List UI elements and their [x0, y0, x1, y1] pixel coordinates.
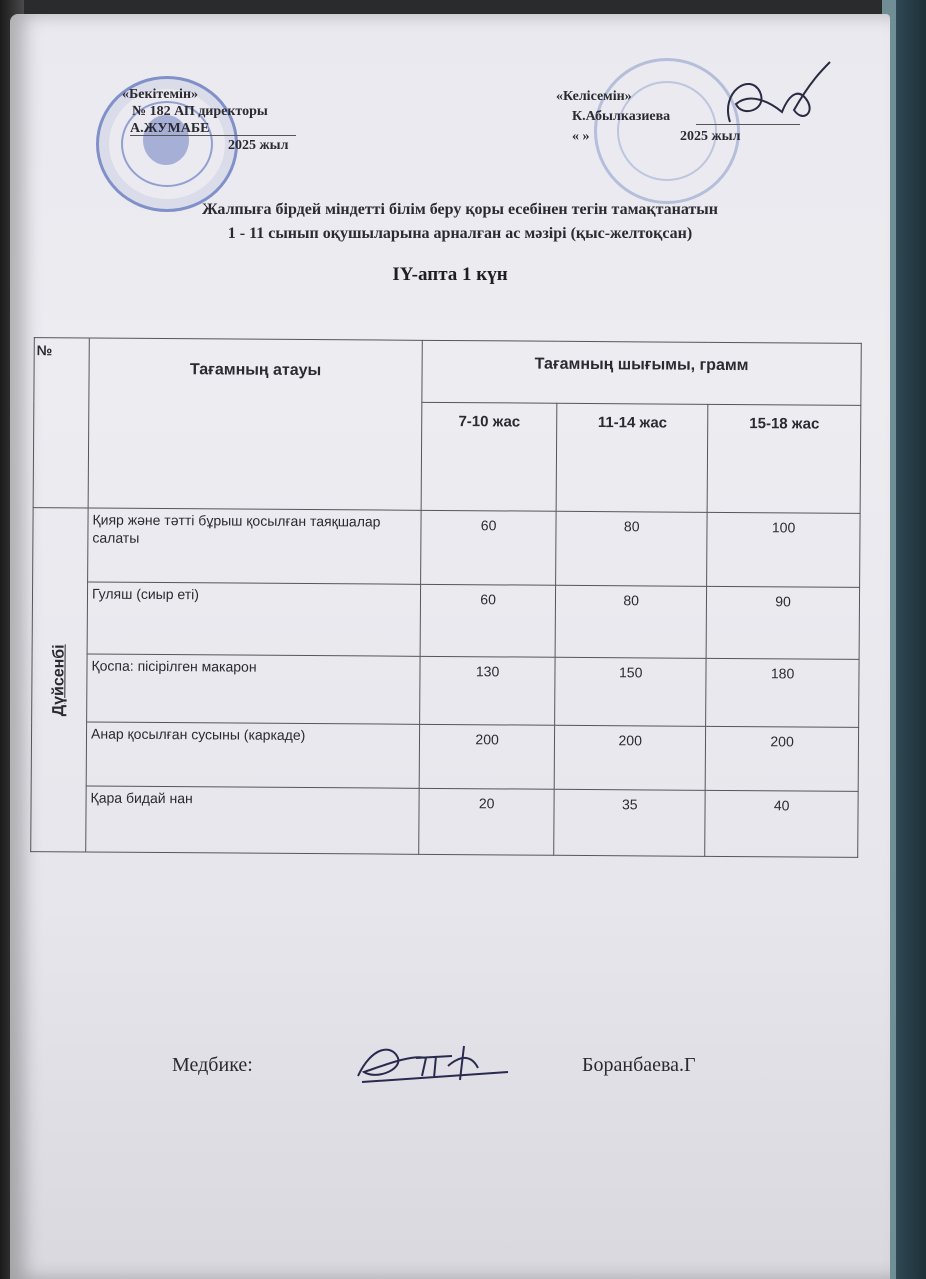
director-title: № 182 АП директоры [132, 104, 268, 119]
dish-name: Қара бидай нан [86, 786, 419, 854]
yield-value: 60 [421, 510, 557, 585]
age-group-header: 7-10 жас [421, 402, 557, 511]
yield-value: 100 [707, 512, 860, 587]
yield-value: 35 [554, 789, 705, 856]
yield-value: 150 [555, 657, 706, 726]
number-column-header: № [33, 338, 89, 508]
agree-signature [690, 52, 840, 142]
document-title-line2: 1 - 11 сынып оқушыларына арналған ас мәзірі (қыс-желтоқсан) [227, 225, 693, 242]
table-row [32, 654, 859, 728]
agree-date-quotes: « » [572, 129, 590, 144]
dish-name: Қияр және тәтті бұрыш қосылған таяқшалар салаты [88, 508, 422, 584]
yield-value: 200 [554, 725, 705, 790]
yield-value: 90 [706, 586, 859, 659]
yield-value: 80 [556, 511, 707, 586]
table-row [31, 722, 858, 792]
table-row [33, 508, 860, 588]
age-group-header: 15-18 жас [707, 404, 861, 513]
dish-name-column-header: Тағамның атауы [88, 338, 422, 510]
director-name: А.ЖУМАБЕ [130, 121, 210, 136]
yield-value: 180 [706, 658, 859, 727]
dish-name: Гуляш (сиыр еті) [87, 582, 420, 656]
yield-value: 60 [420, 584, 556, 657]
menu-table [30, 337, 862, 858]
nurse-label: Медбике: [172, 1054, 253, 1076]
yield-value: 80 [555, 585, 706, 658]
yield-value: 200 [419, 724, 555, 789]
approve-label: «Бекітемін» [122, 87, 199, 102]
agree-label: «Келісемін» [556, 89, 632, 104]
yield-value: 40 [705, 790, 858, 857]
approve-signature-line [130, 135, 296, 136]
nurse-name: Боранбаева.Г [582, 1054, 696, 1076]
day-label: Дүйсенбі [50, 643, 68, 716]
yield-value: 200 [705, 726, 858, 791]
agree-year: 2025 жыл [680, 129, 741, 144]
agree-name: К.Абылказиева [572, 109, 671, 124]
table-row [31, 786, 858, 858]
yield-column-header: Тағамның шығымы, грамм [422, 340, 861, 405]
yield-value: 130 [420, 656, 556, 725]
approve-year: 2025 жыл [228, 138, 289, 153]
nurse-signature [352, 1036, 512, 1092]
yield-value: 20 [419, 788, 555, 855]
day-cell [31, 508, 88, 852]
table-row [32, 582, 859, 660]
week-day-subtitle: IY-апта 1 күн [392, 264, 508, 285]
document-title-line1: Жалпыға бірдей міндетті білім беру қоры есебінен тегін тамақтанатын [202, 201, 718, 218]
dish-name: Анар қосылған сусыны (каркаде) [86, 722, 419, 788]
dish-name: Қоспа: пісірілген макарон [87, 654, 420, 724]
age-group-header: 11-14 жас [556, 403, 708, 512]
